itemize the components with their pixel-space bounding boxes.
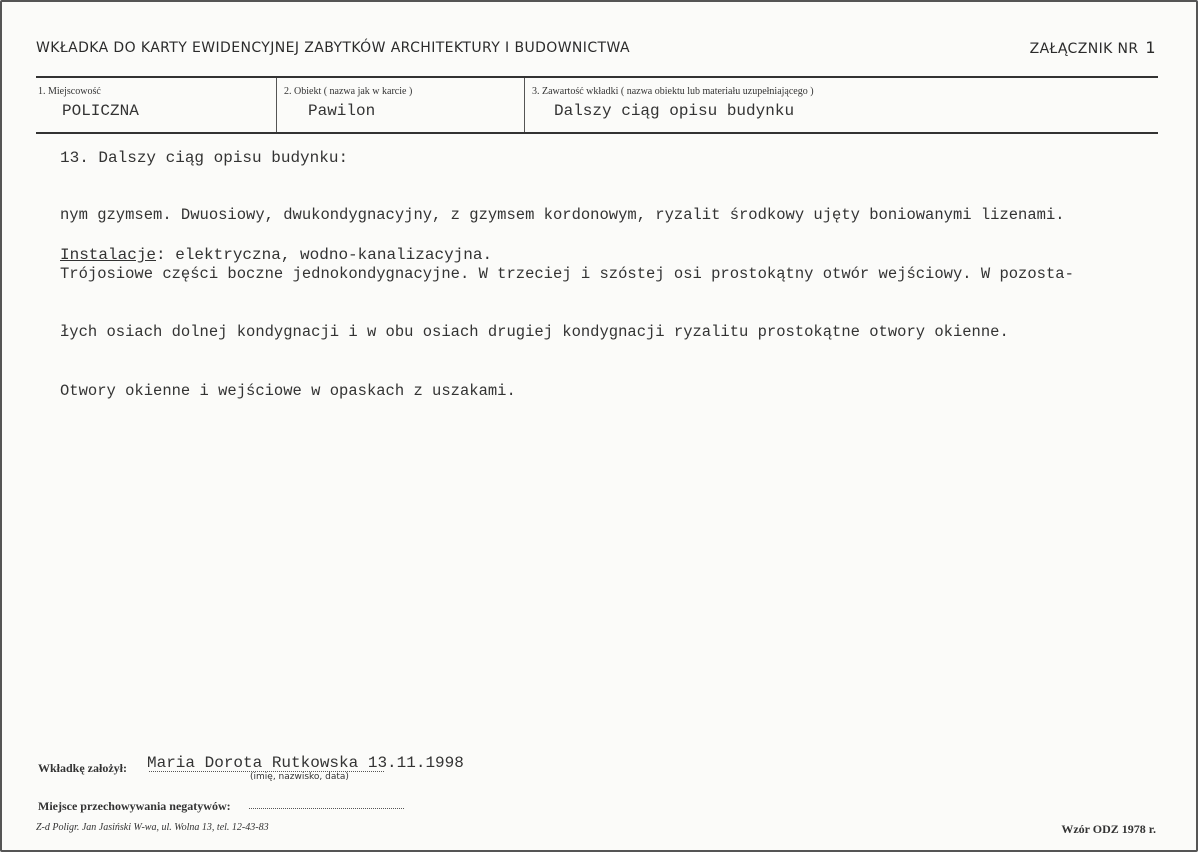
form-title: WKŁADKA DO KARTY EWIDENCYJNEJ ZABYTKÓW ARCHITEKTURY I BUDOWNICTWA [36,40,630,56]
field-divider-1 [276,78,277,132]
header-bottom-rule [36,132,1158,134]
description-paragraph [60,167,1074,440]
locality-label: 1. Miejscowość [38,86,101,97]
attachment-number: 1 [1145,38,1156,57]
description-line: Otwory okienne i wejściowe w opaskach z uszakami. [60,381,516,400]
section-heading: 13. Dalszy ciąg opisu budynku: [60,149,349,167]
attachment-label: ZAŁĄCZNIK NR [1029,41,1139,57]
description-line: nym gzymsem. Dwuosiowy, dwukondygnacyjny, z gzymsem kordonowym, ryzalit środkowy ujęty boniowanymi lizenami. [60,206,1065,224]
prepared-by-label: Wkładkę założył: [38,761,127,775]
form-code: Wzór ODZ 1978 r. [1061,822,1156,836]
negatives-dotted-line [249,808,404,809]
prepared-by-value: Maria Dorota Rutkowska 13.11.1998 [147,754,464,772]
description-line: Trójosiowe części boczne jednokondygnacyjne. W trzeciej i szóstej osi prostokątny otwór wejściowy. W pozosta- [60,264,1074,283]
contents-label: 3. Zawartość wkładki ( nazwa obiektu lub materiału uzupełniającego ) [532,86,814,97]
field-divider-2 [524,78,525,132]
prepared-by-hint: (imię, nazwisko, data) [250,772,349,782]
header-top-rule [36,76,1158,78]
object-label: 2. Obiekt ( nazwa jak w karcie ) [284,86,413,97]
negatives-label: Miejsce przechowywania negatywów: [38,799,231,813]
installations-value: : elektryczna, wodno-kanalizacyjna. [156,246,493,264]
installations-label: Instalacje [60,246,157,264]
installations-line [60,245,492,265]
object-value: Pawilon [308,102,376,120]
printer-imprint: Z-d Poligr. Jan Jasiński W-wa, ul. Wolna 13, tel. 12-43-83 [36,822,269,833]
contents-value: Dalszy ciąg opisu budynku [554,102,795,120]
attachment-label-group [1030,38,1156,57]
locality-value: POLICZNA [62,102,139,120]
description-line: łych osiach dolnej kondygnacji i w obu osiach drugiej kondygnacji ryzalitu prostokątne otwory okienne. [60,323,1009,341]
